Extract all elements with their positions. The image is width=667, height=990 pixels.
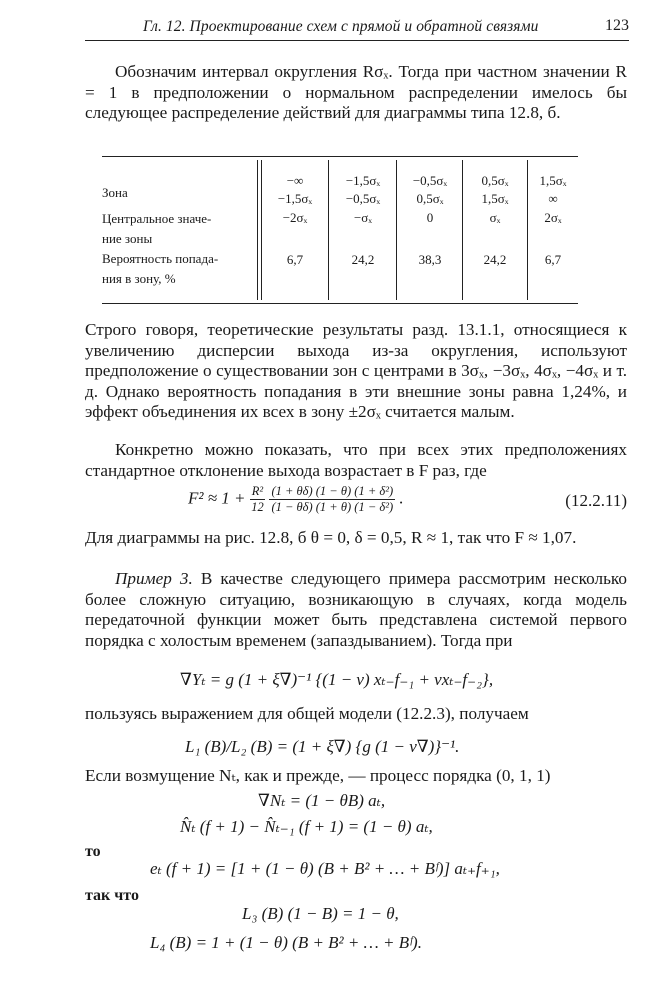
table-cell: 0,5σₓ: [416, 191, 444, 206]
table-col-divider: [328, 160, 329, 300]
eq-f-ratio-num: R²: [251, 484, 264, 498]
equation-f: [188, 484, 404, 515]
equation-nabla-n: ∇Nₜ = (1 − θB) aₜ,: [258, 791, 386, 810]
eq-f-lhs: F² ≈ 1 +: [188, 488, 246, 508]
paragraph-example: [85, 569, 627, 651]
eq-f-main-den: (1 − θδ) (1 + θ) (1 − δ²): [271, 500, 394, 514]
table-cell: −2σₓ: [282, 210, 308, 225]
equation-l4: L₄ (B) = 1 + (1 − θ) (B + B² + … + Bᶠ).: [150, 933, 422, 952]
table-cell: 38,3: [418, 252, 442, 267]
table-cell: 24,2: [351, 252, 375, 267]
table-cell: ∞: [548, 191, 558, 206]
table-separator: [257, 160, 262, 300]
eq-f-tail: .: [399, 488, 404, 508]
example-label: Пример 3.: [115, 569, 193, 588]
equation-number: (12.2.11): [565, 491, 627, 510]
page-number: 123: [605, 17, 629, 34]
zone-table: [102, 156, 578, 304]
table-col-divider: [462, 160, 463, 300]
equation-nabla-y: ∇Yₜ = g (1 + ξ∇)⁻¹ {(1 − ν) xₜ₋f₋₁ + νxₜ₋f₋₂},: [180, 670, 494, 689]
row-label-zone: Зона: [102, 185, 128, 200]
table-cell: −0,5σₓ: [345, 191, 381, 206]
eq-f-ratio-den: 12: [251, 500, 264, 514]
table-cell: 0,5σₓ: [481, 173, 509, 188]
eq-f-main-num: (1 + θδ) (1 − θ) (1 + δ²): [271, 484, 394, 498]
word-then: то: [85, 843, 101, 860]
running-header: [85, 14, 629, 41]
paragraph-using: пользуясь выражением для общей модели (12.2.3), получаем: [85, 704, 529, 723]
table-col-divider: [396, 160, 397, 300]
eq-f-ratio: [250, 484, 265, 515]
table-cell: 6,7: [286, 252, 304, 267]
table-cell: −1,5σₓ: [345, 173, 381, 188]
equation-l1-l2: L₁ (B)/L₂ (B) = (1 + ξ∇) {g (1 − ν∇)}⁻¹.: [185, 737, 460, 756]
table-cell: 2σₓ: [544, 210, 562, 225]
eq-f-main: [269, 484, 395, 515]
paragraph-diagram: Для диаграммы на рис. 12.8, б θ = 0, δ = 0,5, R ≈ 1, так что F ≈ 1,07.: [85, 528, 577, 547]
table-cell: 1,5σₓ: [539, 173, 567, 188]
paragraph-concretely: Конкретно можно показать, что при всех этих предположениях стандартное отклонение выхода возрастает в F раз, где: [85, 440, 627, 480]
table-top-rule: [102, 156, 578, 157]
table-cell: 24,2: [483, 252, 507, 267]
equation-n-hat: N̂ₜ (f + 1) − N̂ₜ₋₁ (f + 1) = (1 − θ) aₜ,: [180, 817, 433, 836]
table-cell: 0: [426, 210, 434, 225]
table-cell: σₓ: [489, 210, 501, 225]
row-label-prob-1: Вероятность попада-: [102, 251, 219, 266]
row-label-prob-2: ния в зону, %: [102, 271, 176, 286]
equation-l3: L₃ (B) (1 − B) = 1 − θ,: [242, 904, 399, 923]
example-text: В качестве следующего примера рассмотрим несколько более сложную ситуацию, возникающую в случаях, когда модель передаточной функции может быть представлена системой первого порядка с холостым временем (запаздыванием). Тогда при: [85, 569, 627, 650]
table-cell: −0,5σₓ: [412, 173, 448, 188]
word-so: так что: [85, 887, 139, 904]
row-label-central-2: ние зоны: [102, 231, 153, 246]
table-cell: −σₓ: [353, 210, 373, 225]
table-cell: −1,5σₓ: [277, 191, 313, 206]
paragraph-strictly: Строго говоря, теоретические результаты разд. 13.1.1, относящиеся к увеличению дисперсии выхода из-за округления, используют предположение о существовании зон с центрами в 3σₓ, −3σₓ, 4σₓ, −4σₓ и т. д. Однако вероятность попадания в эти внешние зоны равна 1,24%, и эффект объединения их всех в зону ±2σₓ считается малым.: [85, 320, 627, 421]
table-bottom-rule: [102, 303, 578, 304]
equation-e: eₜ (f + 1) = [1 + (1 − θ) (B + B² + … + Bᶠ)] aₜ₊f₊₁,: [150, 859, 500, 878]
paragraph-if: Если возмущение Nₜ, как и прежде, — процесс порядка (0, 1, 1): [85, 766, 551, 785]
table-cell: 6,7: [544, 252, 562, 267]
table-cell: 1,5σₓ: [481, 191, 509, 206]
intro-paragraph: Обозначим интервал округления Rσₓ. Тогда при частном значении R = 1 в предположении о нормальном распределении имелось бы следующее распределение действий для диаграммы типа 12.8, б.: [85, 62, 627, 122]
row-label-central-1: Центральное значе-: [102, 211, 212, 226]
table-cell: −∞: [286, 173, 304, 188]
chapter-title: Гл. 12. Проектирование схем с прямой и обратной связями: [143, 18, 539, 35]
